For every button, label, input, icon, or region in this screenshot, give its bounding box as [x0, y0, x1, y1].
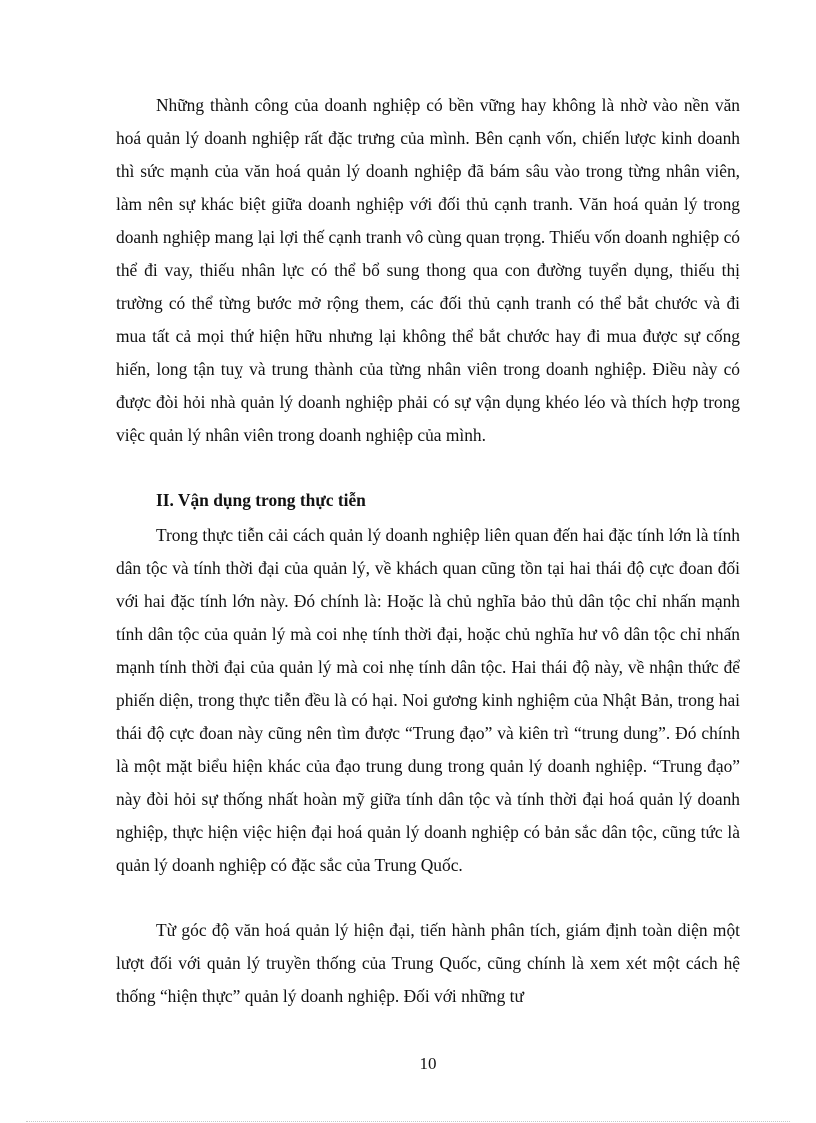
page-number: 10 [419, 1054, 437, 1073]
paragraph-practice: Trong thực tiễn cải cách quản lý doanh nghiệp liên quan đến hai đặc tính lớn là tính dân tộc và tính thời đại của quản lý, về khách quan cũng tồn tại hai thái độ cực đoan đối với hai đặc tính lớn này. Đó chính là: Hoặc là chủ nghĩa bảo thủ dân tộc chỉ nhấn mạnh tính dân tộc của quản lý mà coi nhẹ tính thời đại, hoặc chủ nghĩa hư vô dân tộc chỉ nhấn mạnh tính thời đại của quản lý mà coi nhẹ tính dân tộc. Hai thái độ này, về nhận thức để phiến diện, trong thực tiễn đều là có hại. Noi gương kinh nghiệm của Nhật Bản, trong hai thái độ cực đoan này cũng nên tìm được “Trung đạo” và kiên trì “trung dung”. Đó chính là một mặt biểu hiện khác của đạo trung dung trong quản lý doanh nghiệp. “Trung đạo” này đòi hỏi sự thống nhất hoàn mỹ giữa tính dân tộc và tính thời đại hoá quản lý doanh nghiệp, thực hiện việc hiện đại hoá quản lý doanh nghiệp có bản sắc dân tộc, cũng tức là quản lý doanh nghiệp có đặc sắc của Trung Quốc. [116, 525, 740, 875]
text-block-2 [116, 519, 740, 882]
section-heading: II. Vận dụng trong thực tiễn [156, 490, 366, 510]
page-bottom-divider [26, 1121, 790, 1122]
paragraph-modern-culture: Từ góc độ văn hoá quản lý hiện đại, tiến hành phân tích, giám định toàn diện một lượt đối với quản lý truyền thống của Trung Quốc, cũng chính là xem xét một cách hệ thống “hiện thực” quản lý doanh nghiệp. Đối với những tư [116, 920, 740, 1006]
text-block-1 [116, 89, 740, 452]
paragraph-intro: Những thành công của doanh nghiệp có bền vững hay không là nhờ vào nền văn hoá quản lý doanh nghiệp rất đặc trưng của mình. Bên cạnh vốn, chiến lược kinh doanh thì sức mạnh của văn hoá quản lý doanh nghiệp đã bám sâu vào trong từng nhân viên, làm nên sự khác biệt giữa doanh nghiệp với đối thủ cạnh tranh. Văn hoá quản lý trong doanh nghiệp mang lại lợi thế cạnh tranh vô cùng quan trọng. Thiếu vốn doanh nghiệp có thể đi vay, thiếu nhân lực có thể bổ sung thong qua con đường tuyển dụng, thiếu thị trường có thể từng bước mở rộng them, các đối thủ cạnh tranh có thể bắt chước và đi mua tất cả mọi thứ hiện hữu nhưng lại không thể bắt chước hay đi mua được sự cống hiến, long tận tuỵ và trung thành của từng nhân viên trong doanh nghiệp. Điều này có được đòi hỏi nhà quản lý doanh nghiệp phải có sự vận dụng khéo léo và thích hợp trong việc quản lý nhân viên trong doanh nghiệp của mình. [116, 95, 740, 445]
text-block-3 [116, 914, 740, 1013]
